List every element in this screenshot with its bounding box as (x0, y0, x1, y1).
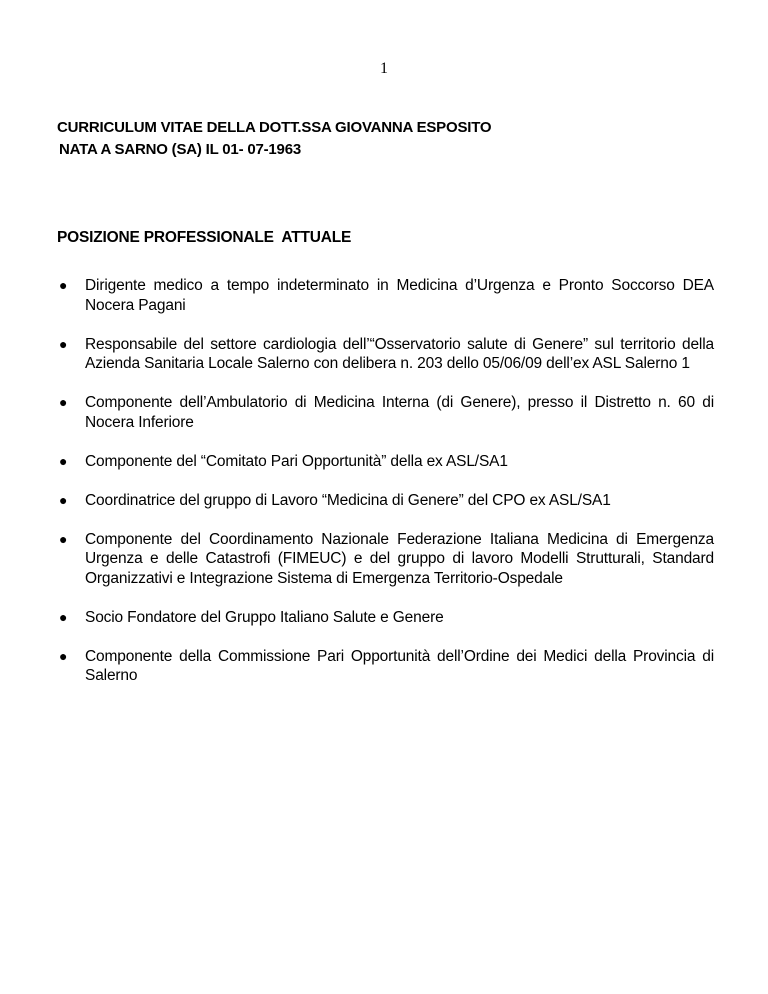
bullet-icon: ● (59, 530, 68, 547)
bullet-icon: ● (59, 452, 68, 469)
bullet-icon: ● (59, 277, 68, 293)
list-item (57, 276, 714, 315)
list-item-text: Componente dell’Ambulatorio di Medicina Interna (di Genere), presso il Distretto n. 60 di Nocera Inferiore (85, 394, 714, 431)
list-item-text: Socio Fondatore del Gruppo Italiano Salute e Genere (85, 608, 444, 626)
list-item (57, 647, 714, 686)
bullet-icon: ● (59, 335, 68, 352)
section-heading: POSIZIONE PROFESSIONALE ATTUALE (57, 229, 352, 246)
list-item-text: Coordinatrice del gruppo di Lavoro “Medicina di Genere” del CPO ex ASL/SA1 (85, 491, 611, 509)
list-item (57, 393, 714, 432)
list-item-text: Componente della Commissione Pari Opportunità dell’Ordine dei Medici della Provincia di Salerno (85, 647, 714, 684)
title-line-birth: NATA A SARNO (SA) IL 01- 07-1963 (59, 141, 301, 158)
list-item-text: Dirigente medico a tempo indeterminato in Medicina d’Urgenza e Pronto Soccorso DEA Nocera Pagani (85, 277, 714, 314)
title-line-name: CURRICULUM VITAE DELLA DOTT.SSA GIOVANNA ESPOSITO (57, 119, 492, 136)
list-item-text: Responsabile del settore cardiologia dell’“Osservatorio salute di Genere” sul territorio della Azienda Sanitaria Locale Salerno con delibera n. 203 dello 05/06/09 dell’ex ASL Salerno 1 (85, 335, 714, 372)
bullet-icon: ● (59, 608, 68, 625)
bullet-icon: ● (59, 394, 68, 410)
list-item (57, 452, 714, 472)
list-item-text: Componente del Coordinamento Nazionale Federazione Italiana Medicina di Emergenza Urgenza e delle Catastrofi (FIMEUC) e del gruppo di lavoro Modelli Strutturali, Standard Organizzativi e Integrazione Sistema di Emergenza Territorio-Ospedale (85, 530, 714, 587)
bullet-icon: ● (59, 647, 68, 664)
list-item (57, 608, 714, 628)
list-item (57, 530, 714, 589)
position-list (57, 276, 714, 705)
list-item (57, 491, 714, 511)
list-item (57, 335, 714, 374)
list-item-text: Componente del “Comitato Pari Opportunità” della ex ASL/SA1 (85, 452, 508, 470)
page-number: 1 (380, 60, 388, 77)
bullet-icon: ● (59, 491, 68, 508)
document-title (57, 117, 491, 161)
